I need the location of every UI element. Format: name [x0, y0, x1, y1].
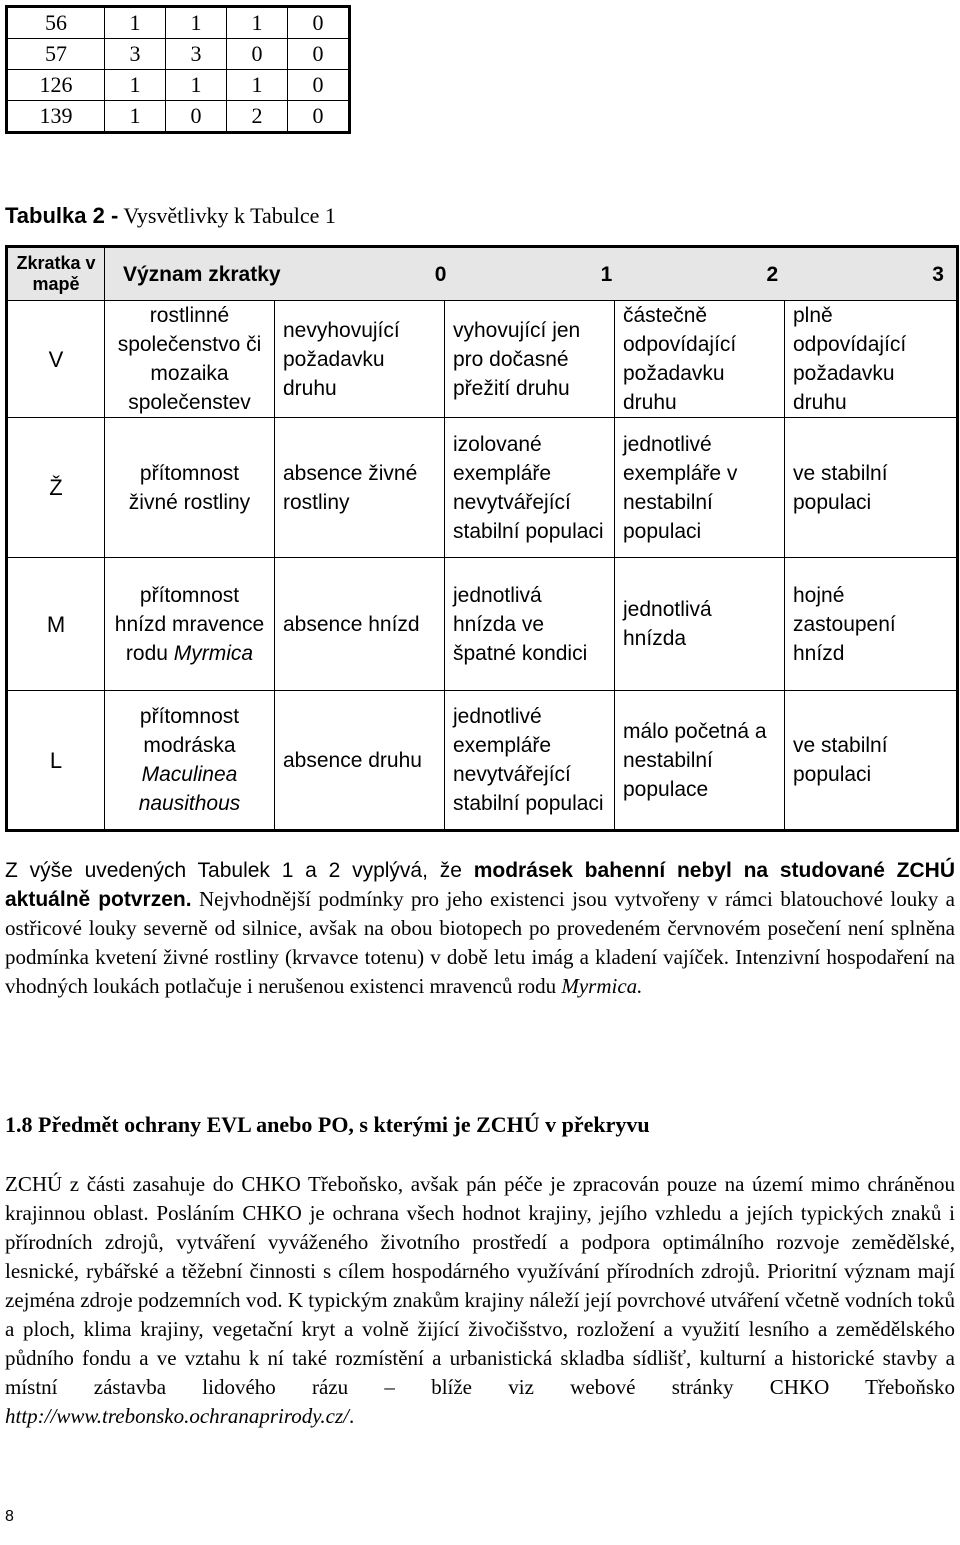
level-3-cell: ve stabilní populaci: [785, 418, 958, 558]
table-row: [7, 691, 958, 831]
level-1-cell: jednotlivá hnízda ve špatné kondici: [445, 558, 615, 691]
header-level-0: 0: [434, 262, 447, 286]
level-0-cell: absence druhu: [275, 691, 445, 831]
level-2-cell: částečně odpovídající požadavku druhu: [615, 301, 785, 418]
table-row: [7, 558, 958, 691]
header-abbr: Zkratka v mapě: [7, 247, 105, 301]
table-cell: 1: [166, 70, 227, 101]
meaning-cell: přítomnost živné rostliny: [105, 418, 275, 558]
table-cell: 57: [7, 39, 105, 70]
table-row: [7, 70, 350, 101]
page-number: 8: [5, 1508, 14, 1525]
website-link[interactable]: http://www.trebonsko.ochranaprirody.cz/: [5, 1404, 349, 1428]
data-table-1: [5, 5, 351, 134]
abbr-cell: V: [7, 301, 105, 418]
level-0-cell: absence hnízd: [275, 558, 445, 691]
table-header-row: [7, 247, 958, 301]
level-3-cell: plně odpovídající požadavku druhu: [785, 301, 958, 418]
level-1-cell: vyhovující jen pro dočasné přežití druhu: [445, 301, 615, 418]
level-2-cell: málo početná a nestabilní populace: [615, 691, 785, 831]
legend-table-2: [5, 245, 959, 832]
table-cell: 0: [288, 101, 350, 133]
table-cell: 0: [288, 70, 350, 101]
paragraph-conclusion: Z výše uvedených Tabulek 1 a 2 vyplývá, že modrásek bahenní nebyl na studované ZCHÚ aktuálně potvrzen. Nejvhodnější podmínky pro jeho existenci jsou vytvořeny v rámci blatouchové louky a ostřicové louky severně od silnice, avšak na obou biotopech po provedeném červnovém posečení není splněna podmínka kvetení živné rostliny (krvavce totenu) v době letu imág a kladení vajíček. Intenzivní hospodaření na vhodných loukách potlačuje i nerušenou existenci mravenců rodu Myrmica.: [5, 859, 956, 998]
table-row: [7, 101, 350, 133]
table-cell: 1: [227, 70, 288, 101]
table-cell: 126: [7, 70, 105, 101]
header-meaning-levels: [105, 247, 958, 301]
header-level-3: 3: [932, 262, 944, 286]
table-row: [7, 39, 350, 70]
table-row: [7, 301, 958, 418]
table-cell: 3: [166, 39, 227, 70]
abbr-cell: Ž: [7, 418, 105, 558]
level-0-cell: nevyhovující požadavku druhu: [275, 301, 445, 418]
section-heading: 1.8 Předmět ochrany EVL anebo PO, s kterými je ZCHÚ v překryvu: [5, 1112, 650, 1137]
table-cell: 1: [166, 7, 227, 39]
header-level-1: 1: [600, 262, 613, 286]
table-cell: 0: [288, 7, 350, 39]
table-cell: 1: [105, 7, 166, 39]
table-cell: 2: [227, 101, 288, 133]
paragraph-chko: ZCHÚ z části zasahuje do CHKO Třeboňsko, avšak pán péče je zpracován pouze na území mimo chráněnou krajinnou oblast. Posláním CHKO je ochrana všech hodnot krajiny, jejího vzhledu a jejích typických znaků i přírodních zdrojů, vytváření vyváženého životního prostředí a podpora optimálního rozvoje zemědělské, lesnické, rybářské a těžební činnosti s cílem hospodárného využívání přírodních zdrojů. Prioritní význam mají zejména zdroje podzemních vod. K typickým znakům krajiny náleží její povrchové utváření včetně vodních toků a ploch, klima krajiny, vegetační kryt a volně žijící živočišstvo, rozložení a využití lesního a zemědělského půdního fondu a ve vztahu k ní také rozmístění a urbanistická skladba sídlišť, kulturní a historické stavby a místní zástavba lidového rázu – blíže viz webové stránky CHKO Třeboňsko http://www.trebonsko.ochranaprirody.cz/.: [5, 1172, 955, 1428]
table-cell: 1: [105, 70, 166, 101]
table-2-caption: Tabulka 2 - Vysvětlivky k Tabulce 1: [5, 203, 336, 228]
table-cell: 0: [227, 39, 288, 70]
table-cell: 1: [227, 7, 288, 39]
table-cell: 0: [288, 39, 350, 70]
table-row: [7, 7, 350, 39]
level-3-cell: ve stabilní populaci: [785, 691, 958, 831]
level-0-cell: absence živné rostliny: [275, 418, 445, 558]
table-cell: 0: [166, 101, 227, 133]
abbr-cell: L: [7, 691, 105, 831]
level-1-cell: izolované exempláře nevytvářející stabilní populaci: [445, 418, 615, 558]
level-1-cell: jednotlivé exempláře nevytvářející stabilní populaci: [445, 691, 615, 831]
level-3-cell: hojné zastoupení hnízd: [785, 558, 958, 691]
level-2-cell: jednotlivé exempláře v nestabilní populaci: [615, 418, 785, 558]
level-2-cell: jednotlivá hnízda: [615, 558, 785, 691]
table-cell: 1: [105, 101, 166, 133]
table-cell: 56: [7, 7, 105, 39]
table-cell: 139: [7, 101, 105, 133]
table-cell: 3: [105, 39, 166, 70]
header-meaning: Význam zkratky: [123, 262, 281, 286]
meaning-cell: rostlinné společenstvo či mozaika společenstev: [105, 301, 275, 418]
abbr-cell: M: [7, 558, 105, 691]
meaning-cell: přítomnost modráska Maculinea nausithous: [105, 691, 275, 831]
meaning-cell: přítomnost hnízd mravence rodu Myrmica: [105, 558, 275, 691]
table-row: [7, 418, 958, 558]
header-level-2: 2: [766, 262, 779, 286]
